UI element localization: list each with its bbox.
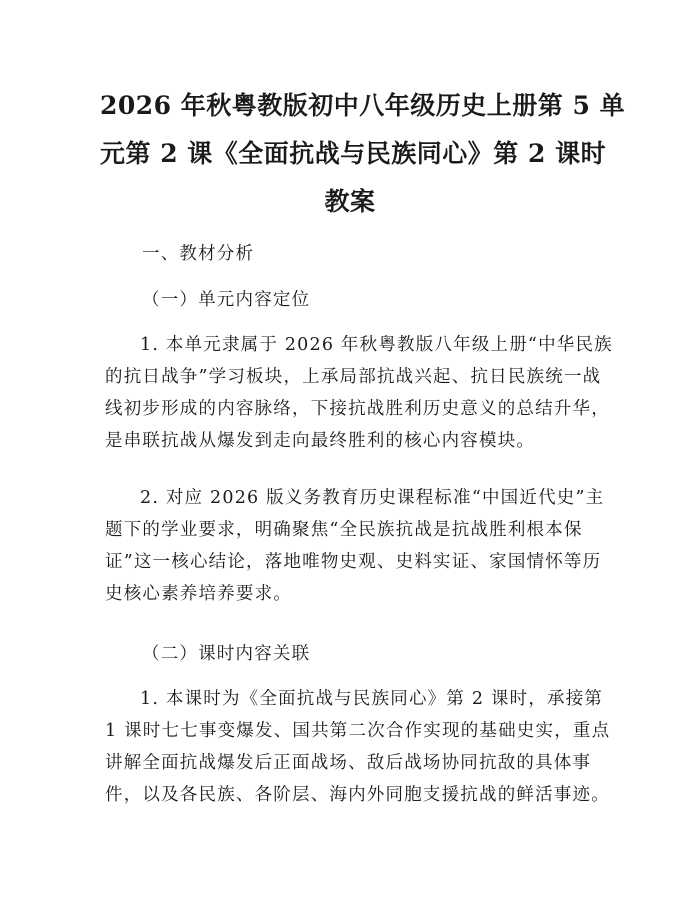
paragraph-3-line: 讲解全面抗战爆发后正面战场、敌后战场协同抗敌的具体事 [105, 753, 592, 773]
paragraph-2-line: 2. 对应 2026 版义务教育历史课程标准“中国近代史”主 [140, 488, 605, 508]
paragraph-3-line: 1 课时七七事变爆发、国共第二次合作实现的基础史实，重点 [105, 721, 611, 741]
paragraph-1-line: 的抗日战争”学习板块，上承局部抗战兴起、抗日民族统一战 [105, 367, 602, 387]
paragraph-1 [105, 329, 613, 457]
paragraph-1-line: 是串联抗战从爆发到走向最终胜利的核心内容模块。 [105, 431, 536, 451]
title-line-3: 教案 [324, 187, 376, 216]
paragraph-3-line: 件，以及各民族、各阶层、海内外同胞支援抗战的鲜活事迹。 [105, 785, 610, 805]
paragraph-2 [105, 482, 605, 610]
title-line-1: 2026 年秋粤教版初中八年级历史上册第 5 单 [100, 91, 626, 120]
document-title [100, 82, 626, 226]
paragraph-1-line: 线初步形成的内容脉络，下接抗战胜利历史意义的总结升华， [105, 399, 610, 419]
paragraph-3 [105, 683, 611, 811]
paragraph-3-line: 1. 本课时为《全面抗战与民族同心》第 2 课时，承接第 [140, 689, 604, 709]
paragraph-1-line: 1. 本单元隶属于 2026 年秋粤教版八年级上册“中华民族 [140, 335, 613, 355]
paragraph-2-line: 史核心素养培养要求。 [105, 584, 292, 604]
paragraph-2-line: 证”这一核心结论，落地唯物史观、史料实证、家国情怀等历 [105, 552, 602, 572]
subsection-heading-2: （二）课时内容关联 [142, 644, 311, 664]
section-heading-1: 一、教材分析 [142, 244, 255, 264]
title-line-2: 元第 2 课《全面抗战与民族同心》第 2 课时 [100, 139, 607, 168]
paragraph-2-line: 题下的学业要求，明确聚焦“全民族抗战是抗战胜利根本保 [105, 520, 583, 540]
subsection-heading-1: （一）单元内容定位 [142, 290, 311, 310]
